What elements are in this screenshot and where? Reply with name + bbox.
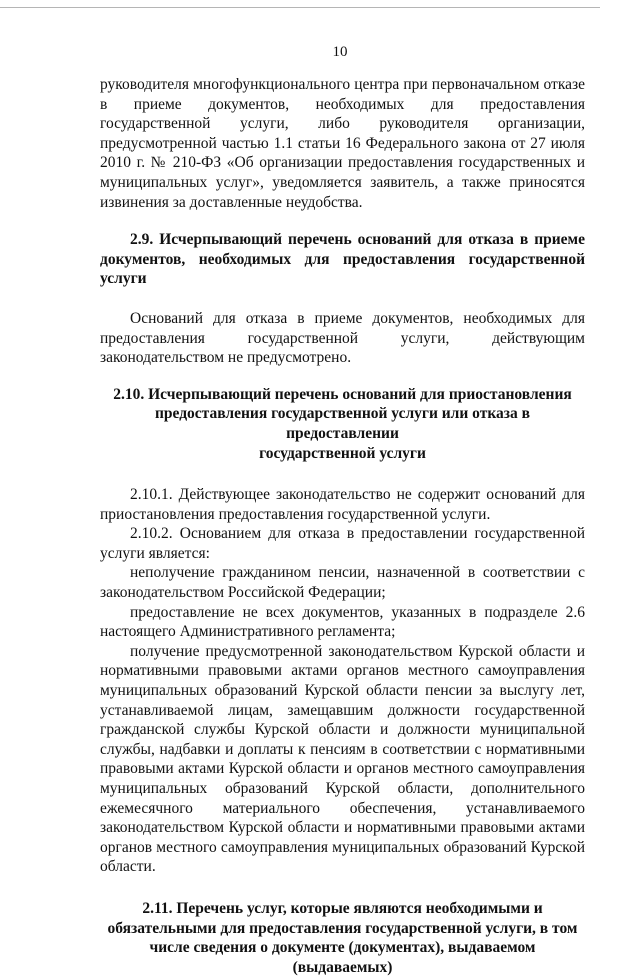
document-body (100, 75, 585, 977)
top-border-line (0, 7, 600, 8)
section-2-9-heading: 2.9. Исчерпывающий перечень оснований для отказа в приеме документов, необходимых для предоставления государственной услуги (100, 231, 585, 288)
section-2-10-heading (100, 385, 585, 463)
intro-paragraph: руководителя многофункционального центра при первоначальном отказе в приеме документов, необходимых для предоставления государственной услуги, либо руководителя организации, предусмотренной частью 1.1 статьи 16 Федерального закона от 27 июля 2010 г. № 210-ФЗ «Об организации предоставления государственных и муниципальных услуг», уведомляется заявитель, а также приносятся извинения за доставленные неудобства. (100, 76, 585, 211)
list-item-2: предоставление не всех документов, указанных в подразделе 2.6 настоящего Административного регламента; (100, 603, 585, 641)
page-number: 10 (332, 44, 348, 60)
section-2-10-heading-line-1: 2.10. Исчерпывающий перечень оснований для приостановления (113, 385, 572, 403)
paragraph-2-10-1: 2.10.1. Действующее законодательство не содержит оснований для приостановления предоставления государственной услуги. (100, 486, 585, 523)
section-2-10-heading-line-2: предоставления государственной услуги или отказа в предоставлении (154, 405, 531, 442)
section-2-11-heading-line-3: числе сведения о документе (документах), выдаваемом (выдаваемых) (149, 939, 536, 976)
section-2-11-heading-line-2: обязательными для предоставления государственной услуги, в том (107, 919, 578, 937)
section-2-11-heading-line-1: 2.11. Перечень услуг, которые являются необходимыми и (142, 899, 543, 917)
section-2-10-heading-line-3: государственной услуги (259, 444, 426, 462)
paragraph-2-10-2: 2.10.2. Основанием для отказа в предоставлении государственной услуги является: (100, 525, 585, 562)
list-item-1: неполучение гражданином пенсии, назначенной в соответствии с законодательством Российской Федерации; (100, 564, 585, 602)
section-2-9-paragraph: Оснований для отказа в приеме документов, необходимых для предоставления государственной услуги, действующим законодательством не предусмотрено. (100, 309, 585, 367)
list-item-3: получение предусмотренной законодательством Курской области и нормативными правовыми актами органов местного самоуправления муниципальных образований Курской области пенсии за выслугу лет, устанавливаемой лицам, замещавшим должности государственной гражданской службы Курской области и должности муниципальной службы, надбавки и доплаты к пенсиям в соответствии с нормативными правовыми актами Курской области и органов местного самоуправления муниципальных образований Курской области, дополнительного ежемесячного материального обеспечения, устанавливаемого законодательством Курской области и нормативными правовыми актами органов местного самоуправления муниципальных образований Курской области. (100, 642, 585, 876)
section-2-11-heading (100, 899, 585, 977)
